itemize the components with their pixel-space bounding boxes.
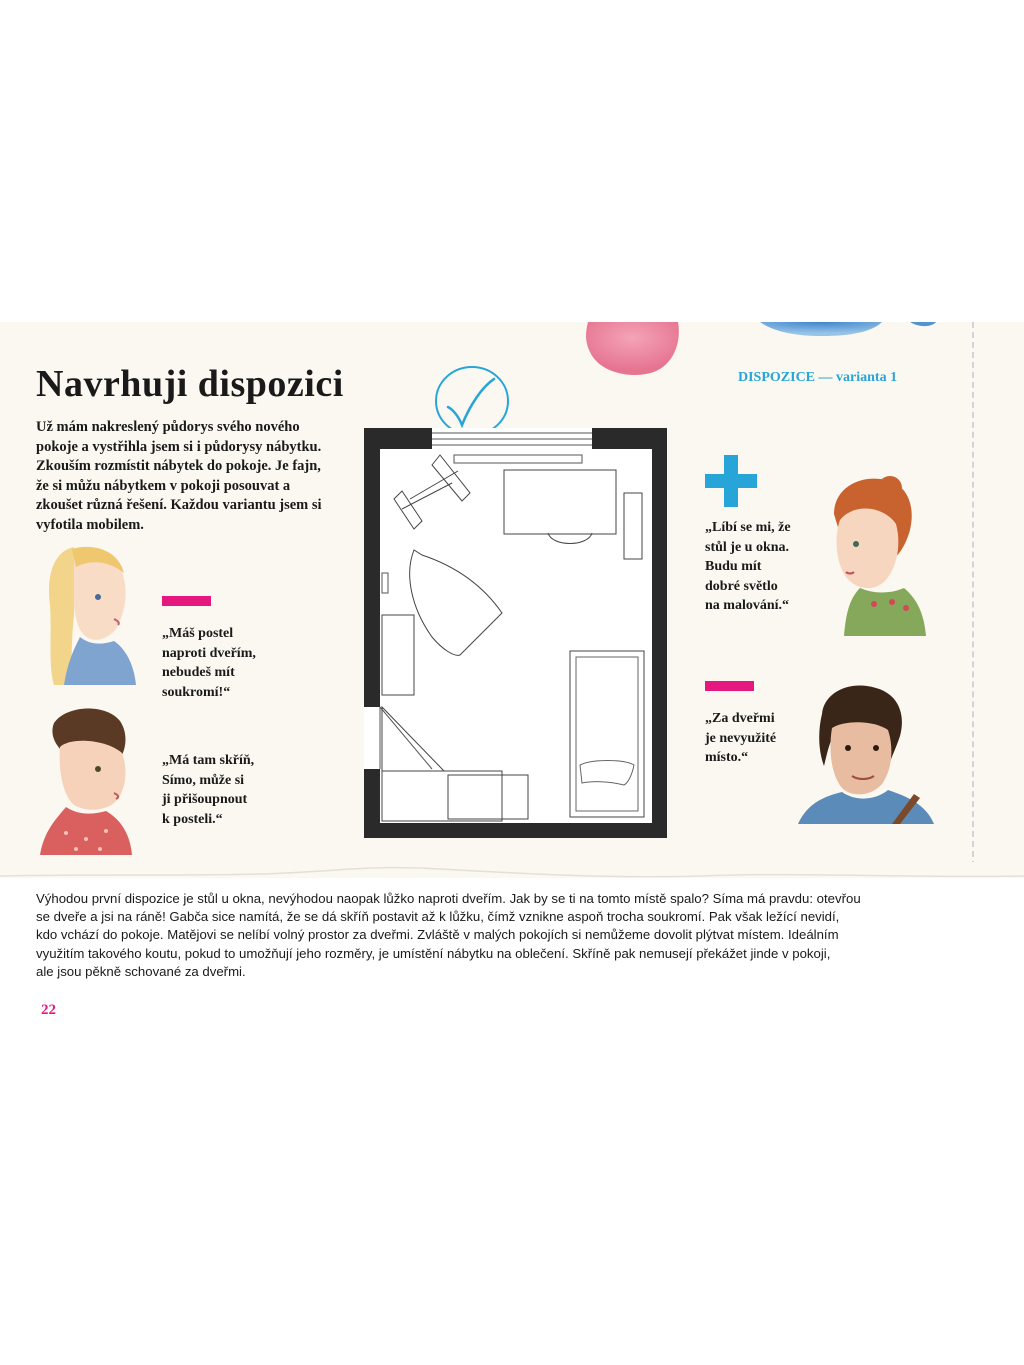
body-line: ale jsou pěkně schované za dveřmi. <box>36 963 246 979</box>
body-line: se dveře a jsi na ráně! Gabča sice namítá, že se dá skříň postavit až k lůžku, čímž vznikne aspoň trocha soukromí. Pak však ležící nevidí, <box>36 909 840 925</box>
intro-paragraph: Už mám nakreslený půdorys svého nového pokoje a vystřihla jsem si i půdorysy nábytku. Zkouším rozmístit nábytek do pokoje. Je fajn, že si můžu nábytkem v pokoji posouvat a zkoušet různá řešení. Každou variantu jsem si vyfotila mobilem. <box>36 419 322 533</box>
quote-matej: „Za dveřmi je nevyužité místo.“ <box>705 711 777 765</box>
minus-icon <box>162 596 211 606</box>
page-title: Navrhuji dispozici <box>36 363 344 405</box>
character-short-hair-child <box>36 703 136 857</box>
quote-redhead: „Líbí se mi, že stůl je u okna. Budu mít dobré světlo na malování.“ <box>705 520 791 613</box>
variant-label: DISPOZICE — varianta 1 <box>738 370 898 385</box>
quote-boy: „Má tam skříň, Símo, může si ji přišoupnout k posteli.“ <box>162 753 255 827</box>
fold-line <box>972 322 974 867</box>
body-line: Výhodou první dispozice je stůl u okna, nevýhodou naopak lůžko naproti dveřím. Jak by se ti na tomto místě spalo? Síma má pravdu: otevřou <box>36 891 861 906</box>
character-dark-haired-boy <box>796 684 936 830</box>
floor-plan <box>362 425 672 840</box>
character-redhead-girl <box>820 474 928 639</box>
minus-icon <box>705 681 754 691</box>
body-paragraph <box>36 890 936 981</box>
quote-gabca: „Máš postel naproti dveřím, nebudeš mít soukromí!“ <box>162 626 256 700</box>
character-blonde-girl <box>44 545 140 690</box>
plus-icon <box>705 455 757 507</box>
body-line: využitím takového koutu, pokud to umožňují jeho rozměry, je umístění nábytku na oblečení. Skříně pak nemusejí překážet jinde v pokoji, <box>36 945 831 961</box>
torn-page-edge <box>0 862 1024 886</box>
page-number: 22 <box>41 1002 56 1018</box>
body-line: kdo vchází do pokoje. Matějovi se nelíbí volný prostor za dveřmi. Zvláště v malých pokojích si nemůžeme dovolit plýtvat místem. Ideálním <box>36 927 839 943</box>
